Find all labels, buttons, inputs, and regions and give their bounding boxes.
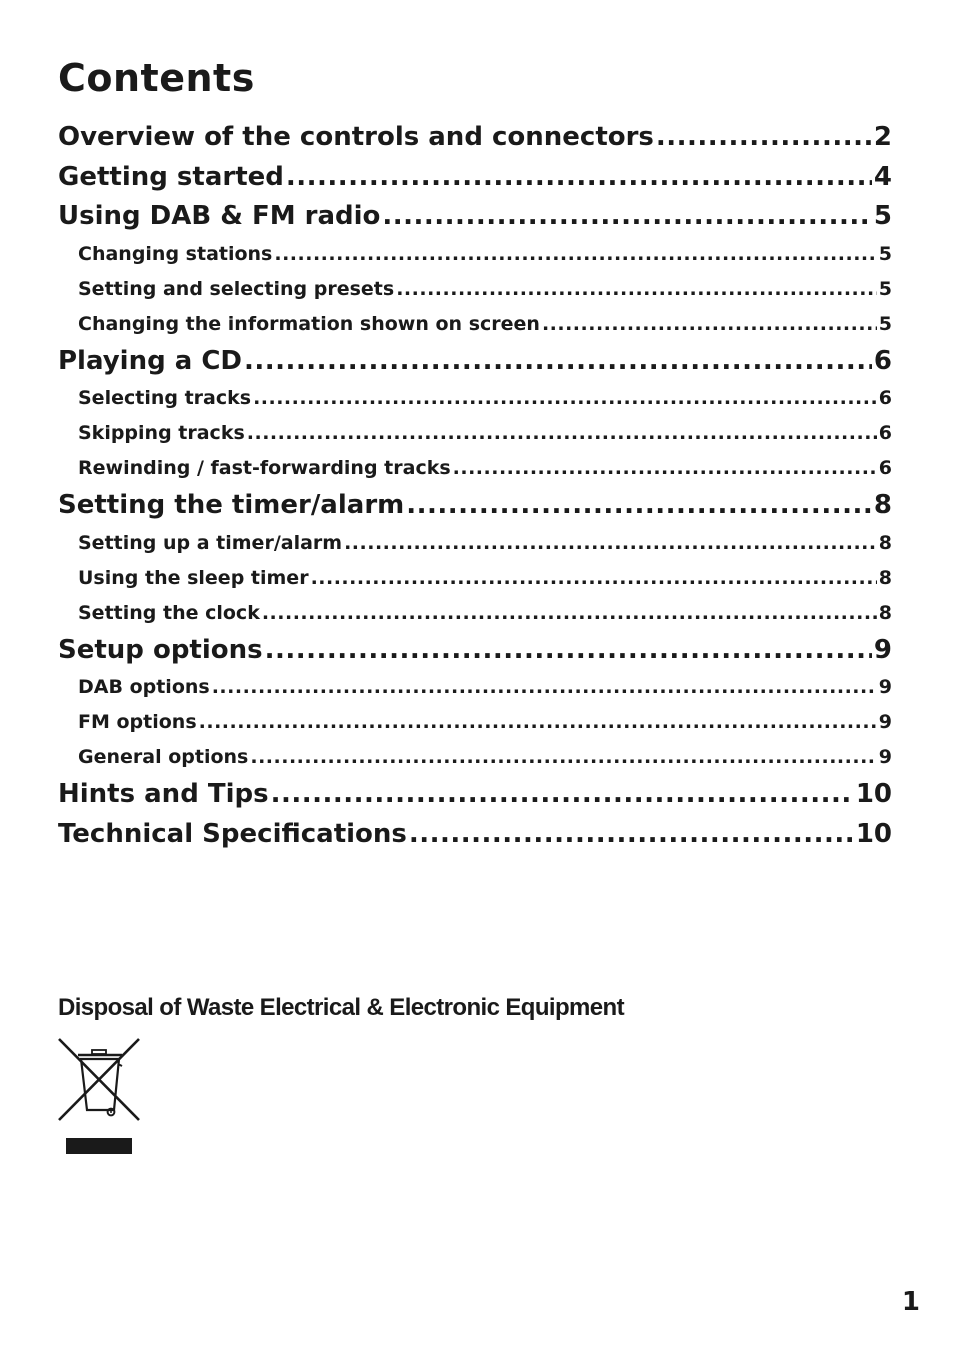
toc-entry-overview[interactable]: [58, 118, 892, 158]
toc-entry-dab-options[interactable]: [58, 670, 892, 705]
toc-entry-label: Setting the clock: [78, 601, 260, 624]
toc-leader-dots: [406, 486, 872, 525]
toc-leader-dots: [453, 451, 877, 486]
toc-entry-general-options[interactable]: [58, 740, 892, 775]
toc-entry-page: 8: [878, 566, 892, 589]
toc-leader-dots: [247, 416, 877, 451]
toc-entry-setting-up-timer[interactable]: [58, 526, 892, 561]
toc-entry-page: 9: [878, 676, 892, 698]
toc-leader-dots: [212, 670, 877, 705]
toc-entry-page: 8: [878, 601, 892, 624]
toc-entry-page: 10: [855, 818, 892, 849]
toc-entry-page: 6: [873, 345, 892, 376]
toc-entry-label: Overview of the controls and connectors: [58, 122, 654, 152]
toc-leader-dots: [274, 237, 876, 272]
toc-leader-dots: [262, 596, 877, 631]
toc-entry-page: 8: [878, 531, 892, 554]
toc-entry-label: Rewinding / fast-forwarding tracks: [78, 457, 451, 479]
toc-entry-label: Hints and Tips: [58, 779, 269, 809]
toc-entry-page: 9: [878, 746, 892, 768]
weee-heading: Disposal of Waste Electrical & Electronic Equipment: [58, 994, 624, 1021]
toc-entry-label: FM options: [78, 711, 197, 733]
toc-leader-dots: [344, 526, 877, 561]
toc-entry-page: 10: [855, 779, 892, 809]
toc-entry-label: Setup options: [58, 634, 263, 665]
toc-entry-getting-started[interactable]: [58, 158, 892, 198]
toc-entry-setting-clock[interactable]: [58, 596, 892, 631]
toc-entry-page: 6: [878, 387, 892, 409]
toc-entry-label: Setting up a timer/alarm: [78, 531, 343, 554]
toc-leader-dots: [199, 705, 877, 740]
toc-leader-dots: [409, 815, 854, 854]
toc-entry-technical-specs[interactable]: [58, 815, 892, 855]
toc-entry-fm-options[interactable]: [58, 705, 892, 740]
toc-entry-label: Changing the information shown on screen: [78, 312, 540, 335]
toc-entry-label: Skipping tracks: [78, 422, 245, 444]
toc-leader-dots: [265, 631, 872, 670]
toc-entry-label: Getting started: [58, 161, 284, 192]
toc-entry-label: General options: [78, 746, 249, 768]
toc-leader-dots: [271, 775, 854, 814]
toc-entry-page: 2: [873, 122, 892, 152]
toc-leader-dots: [311, 561, 877, 596]
toc-entry-label: Using DAB & FM radio: [58, 201, 381, 231]
toc-entry-label: DAB options: [78, 676, 210, 698]
toc-entry-label: Using the sleep timer: [78, 566, 309, 589]
toc-entry-page: 5: [873, 201, 892, 231]
toc-entry-setup-options[interactable]: [58, 631, 892, 671]
toc-entry-using-dab-fm-radio[interactable]: [58, 197, 892, 237]
toc-entry-label: Changing stations: [78, 242, 273, 265]
toc-entry-label: Setting the timer/alarm: [58, 490, 405, 520]
toc-entry-sleep-timer[interactable]: [58, 561, 892, 596]
toc-entry-selecting-tracks[interactable]: [58, 381, 892, 416]
toc-entry-page: 5: [878, 312, 892, 335]
toc-entry-page: 4: [873, 161, 892, 192]
toc-entry-label: Playing a CD: [58, 345, 243, 376]
toc-entry-playing-cd[interactable]: [58, 342, 892, 382]
toc-entry-page: 9: [873, 634, 892, 665]
toc-leader-dots: [382, 197, 871, 236]
toc-entry-rewinding-tracks[interactable]: [58, 451, 892, 486]
toc-entry-timer-alarm[interactable]: [58, 486, 892, 526]
toc-entry-label: Technical Specifications: [58, 818, 407, 849]
toc-entry-presets[interactable]: [58, 272, 892, 307]
toc-entry-page: 5: [878, 277, 892, 300]
toc-entry-skipping-tracks[interactable]: [58, 416, 892, 451]
toc-leader-dots: [542, 307, 877, 342]
toc-entry-label: Selecting tracks: [78, 387, 252, 409]
toc-entry-screen-info[interactable]: [58, 307, 892, 342]
toc-leader-dots: [286, 158, 872, 197]
toc-leader-dots: [656, 118, 872, 157]
toc-entry-page: 8: [873, 490, 892, 520]
toc-entry-page: 6: [878, 457, 892, 479]
toc-leader-dots: [253, 381, 877, 416]
toc-leader-dots: [244, 342, 872, 381]
toc-leader-dots: [396, 272, 877, 307]
page-title: Contents: [58, 56, 255, 100]
toc-entry-page: 9: [878, 711, 892, 733]
page-number: 1: [901, 1287, 920, 1317]
crossed-out-wheelie-bin-icon: [56, 1036, 142, 1158]
toc-entry-label: Setting and selecting presets: [78, 277, 395, 300]
toc-entry-page: 5: [878, 242, 892, 265]
toc-entry-hints-tips[interactable]: [58, 775, 892, 815]
table-of-contents: [58, 118, 892, 854]
toc-entry-page: 6: [878, 422, 892, 444]
toc-entry-changing-stations[interactable]: [58, 237, 892, 272]
toc-leader-dots: [250, 740, 876, 775]
